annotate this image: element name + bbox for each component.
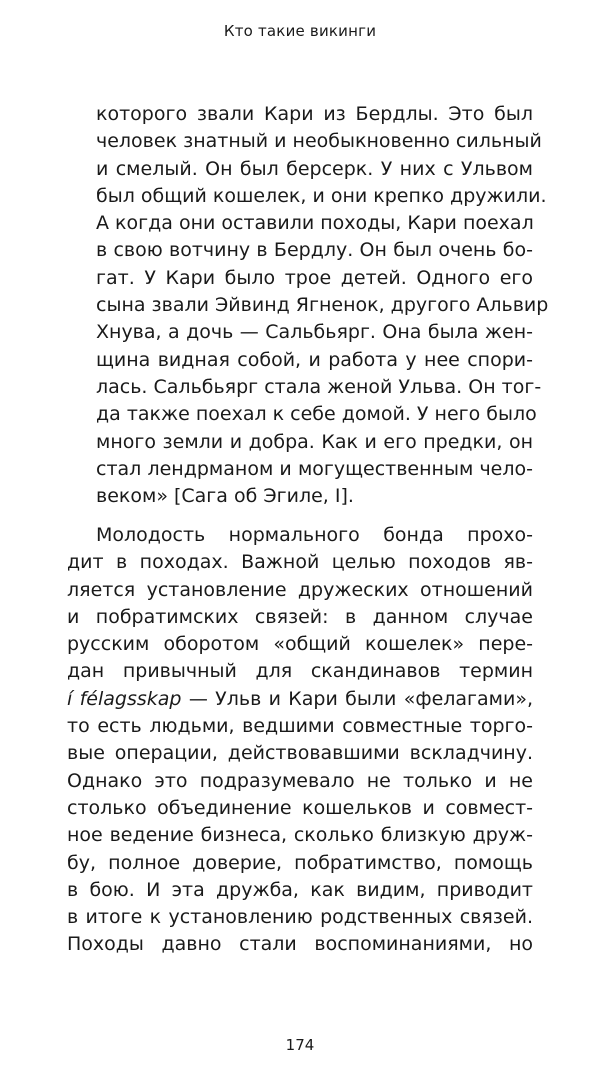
body-line: дан привычный для скандинавов термин xyxy=(67,660,533,683)
body-line: ляется установление дружеских отношений xyxy=(67,578,533,601)
quote-line: Хнува, а дочь — Сальбьярг. Она была жен- xyxy=(96,321,533,344)
body-line: Однако это подразумевало не только и не xyxy=(67,769,533,792)
body-line: Походы давно стали воспоминаниями, но xyxy=(67,933,533,956)
quote-line: и смелый. Он был берсерк. У них с Ульвом xyxy=(96,157,533,180)
body-line: русским оборотом «общий кошелек» пере- xyxy=(67,633,533,656)
quote-line: щина видная собой, и работа у нее спори- xyxy=(96,348,533,371)
body-line: ное ведение бизнеса, сколько близкую друж- xyxy=(67,824,533,847)
quote-line: А когда они оставили походы, Кари поехал xyxy=(96,212,534,235)
body-line: столько объединение кошельков и совмест- xyxy=(67,796,533,819)
quote-line: человек знатный и необыкновенно сильный xyxy=(96,130,542,153)
quote-line: в свою вотчину в Бердлу. Он был очень бо- xyxy=(96,239,533,262)
quote-line: гат. У Кари было трое детей. Одного его xyxy=(96,266,533,289)
running-head: Кто такие викинги xyxy=(223,22,377,40)
body-line: дит в походах. Важной целью походов яв- xyxy=(67,551,533,574)
body-line: бу, полное доверие, побратимство, помощь xyxy=(67,851,533,874)
body-line: в бою. И эта дружба, как видим, приводит xyxy=(67,878,533,901)
italic-term: í félagsskap xyxy=(67,687,182,710)
body-paragraph xyxy=(67,522,533,959)
quote-line: веком» [Сага об Эгиле, I]. xyxy=(96,485,354,508)
quote-line: сына звали Эйвинд Ягненок, другого Альвир xyxy=(96,294,549,317)
body-line-rest: — Ульв и Кари были «фелагами», xyxy=(188,687,534,710)
quote-line: да также поехал к себе домой. У него было xyxy=(96,403,537,426)
page-number: 174 xyxy=(285,1036,315,1054)
body-line: то есть людьми, ведшими совместные торго- xyxy=(67,715,533,738)
body-line: и побратимских связей: в данном случае xyxy=(67,605,533,628)
body-line: Молодость нормального бонда прохо- xyxy=(96,524,533,546)
quote-line: лась. Сальбьярг стала женой Ульва. Он тог- xyxy=(96,375,542,398)
quote-line: много земли и добра. Как и его предки, он xyxy=(96,430,533,453)
body-line: в итоге к установлению родственных связей. xyxy=(67,906,533,929)
quote-line: которого звали Кари из Бердлы. Это был xyxy=(96,103,533,125)
quote-line: стал лендрманом и могущественным чело- xyxy=(96,457,533,480)
quote-paragraph xyxy=(96,101,549,510)
body-line-with-term xyxy=(67,686,533,713)
quote-line: был общий кошелек, и они крепко дружили. xyxy=(96,184,547,207)
body-line: вые операции, действовавшими вскладчину. xyxy=(67,742,533,765)
